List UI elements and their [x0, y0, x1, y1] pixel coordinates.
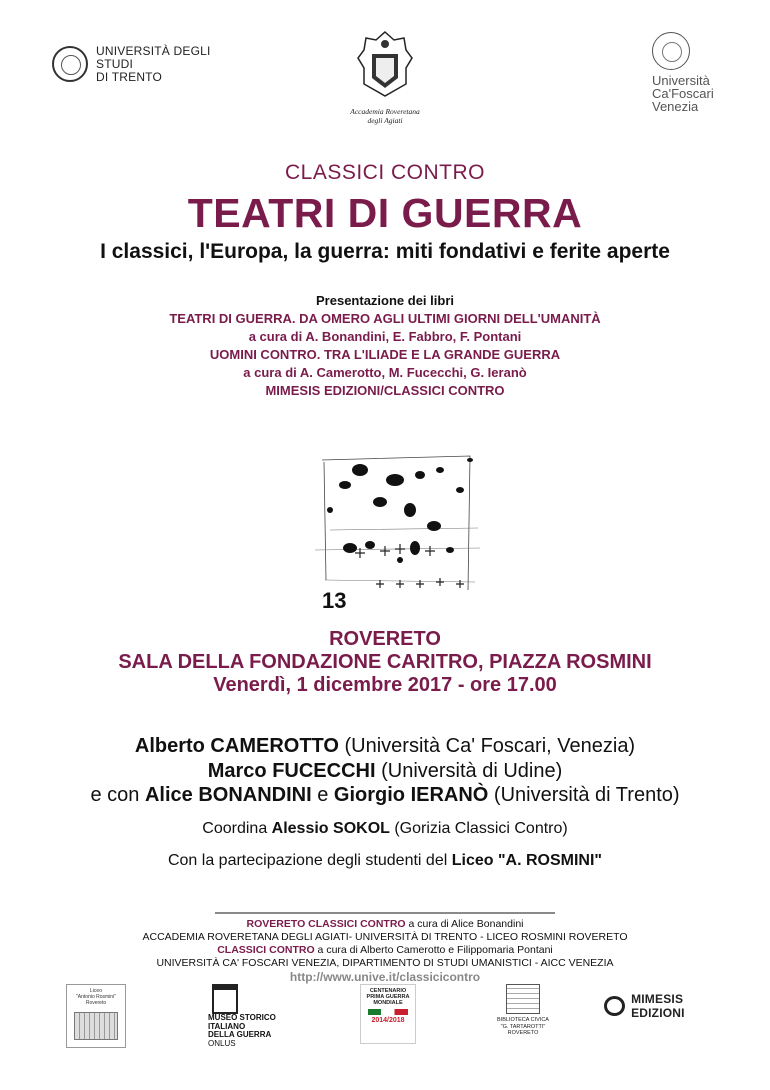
book-icon — [506, 984, 540, 1014]
venue-place: SALA DELLA FONDAZIONE CARITRO, PIAZZA ROSMINI — [118, 651, 652, 673]
trento-logo-text: UNIVERSITÀ DEGLI STUDI DI TRENTO — [96, 43, 211, 84]
footer-credits: ROVERETO CLASSICI CONTRO a cura di Alice Bonandini ACCADEMIA ROVERETANA DEGLI AGIATI- UNIVERSITÀ DI TRENTO - LICEO ROSMINI ROVERETO CLASSICI CONTRO a cura di Alberto Camerotto e Filippomaria Pontani UNIVERSITÀ CA' FOSCARI VENEZIA, DIPARTIMENTO DI STUDI UMANISTICI - AICC VENEZIA — [142, 918, 628, 969]
ink-splatter-artwork — [300, 430, 490, 622]
university-of-trento-logo — [52, 44, 242, 84]
book-presentation — [0, 292, 770, 400]
book1-editors: a cura di A. Bonandini, E. Fabbro, F. Pontani — [248, 329, 522, 344]
agiati-crest-icon — [354, 28, 416, 100]
speaker-row: Marco FUCECCHI (Università di Udine) — [207, 759, 563, 782]
footer-divider — [215, 912, 555, 914]
centenario-logo: CENTENARIO PRIMA GUERRA MONDIALE 2014/2018 — [360, 984, 416, 1044]
biblioteca-tartarotti-logo: BIBLIOTECA CIVICA "G. TARTAROTTI" ROVERETO — [492, 984, 554, 1044]
website-link[interactable]: http://www.unive.it/classicicontro — [289, 970, 481, 984]
coordinator-line: Coordina Alessio SOKOL (Gorizia Classici Contro) — [202, 820, 568, 837]
subtitle: I classici, l'Europa, la guerra: miti fondativi e ferite aperte — [100, 240, 670, 263]
foscari-seal-icon — [652, 32, 690, 70]
book2-editors: a cura di A. Camerotto, M. Fucecchi, G. Ieranò — [243, 365, 527, 380]
mimesis-logo: MIMESIS EDIZIONI — [604, 994, 734, 1018]
museo-guerra-logo: MUSEO STORICO ITALIANO DELLA GUERRA ONLUS — [208, 984, 280, 1054]
venue-info — [0, 628, 770, 697]
participation-line: Con la partecipazione degli studenti del Liceo "A. ROSMINI" — [167, 852, 603, 869]
speaker-row: Alberto CAMEROTTO (Università Ca' Foscari, Venezia) — [134, 735, 636, 757]
book1-title: TEATRI DI GUERRA. DA OMERO AGLI ULTIMI GIORNI DELL'UMANITÀ — [169, 311, 601, 326]
venue-city: ROVERETO — [329, 628, 441, 650]
publisher: MIMESIS EDIZIONI/CLASSICI CONTRO — [265, 383, 505, 398]
ca-foscari-logo: Università Ca'Foscari Venezia — [640, 32, 740, 112]
main-title: TEATRI DI GUERRA — [187, 190, 583, 236]
series-title: CLASSICI CONTRO — [284, 161, 486, 184]
mimesis-spiral-icon — [604, 996, 625, 1016]
liceo-rosmini-logo: Liceo "Antonio Rosmini" Rovereto — [66, 984, 126, 1048]
speaker-row: e con Alice BONANDINI e Giorgio IERANÒ (Università di Trento) — [90, 784, 680, 806]
trento-seal-icon — [52, 46, 88, 82]
castle-tower-icon — [212, 984, 238, 1014]
presentation-heading: Presentazione dei libri — [316, 293, 454, 308]
event-datetime: Venerdì, 1 dicembre 2017 - ore 17.00 — [213, 674, 557, 696]
accademia-agiati-logo: Accademia Roveretana degli Agiati — [340, 28, 430, 128]
building-icon — [74, 1012, 118, 1040]
italian-flag-icon — [368, 1009, 408, 1015]
speakers-list — [0, 734, 770, 808]
artwork-number: 13 — [322, 588, 347, 613]
book2-title: UOMINI CONTRO. TRA L'ILIADE E LA GRANDE GUERRA — [209, 347, 561, 362]
